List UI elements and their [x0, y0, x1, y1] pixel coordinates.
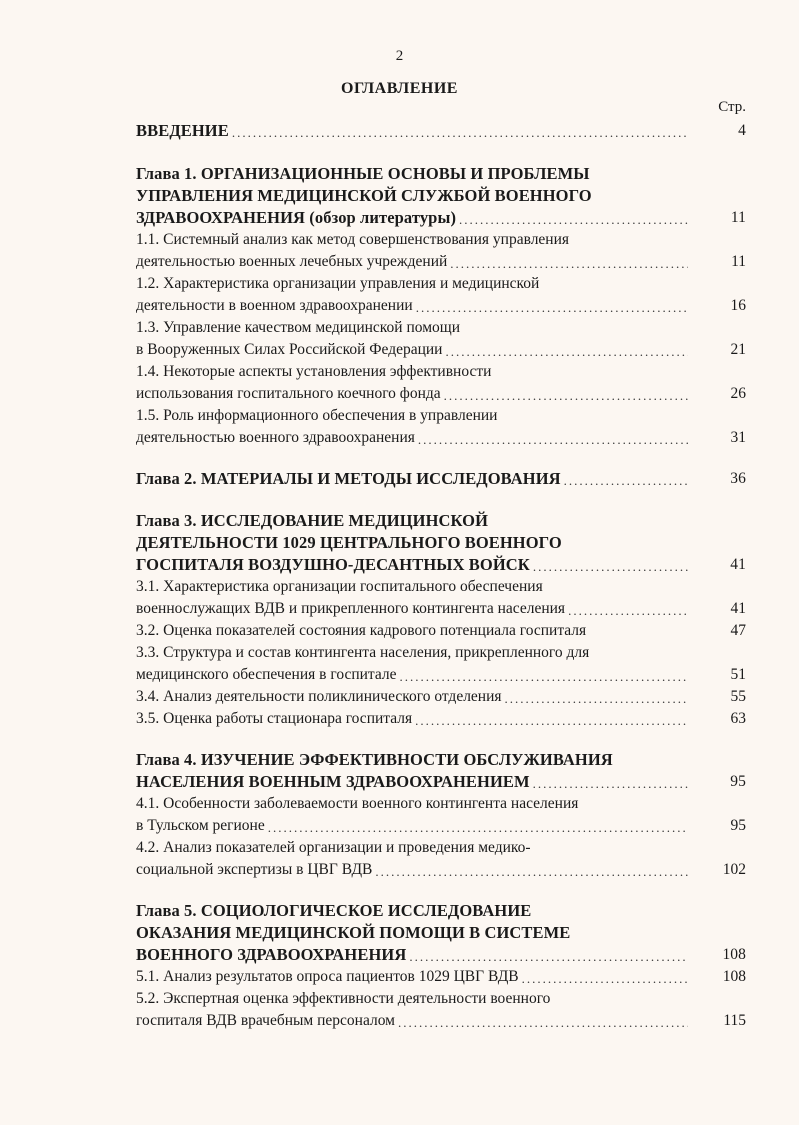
toc-section-1-4-line-1[interactable]: [136, 361, 746, 383]
toc-section-1-2-line-1[interactable]: [136, 273, 746, 295]
leader-dots: [398, 1014, 688, 1032]
toc-page-number: 108: [722, 968, 746, 985]
toc-chapter-2[interactable]: [136, 468, 746, 490]
leader-dots: [232, 124, 688, 142]
toc-entry-text: ВОЕННОГО ЗДРАВООХРАНЕНИЯ: [136, 945, 407, 964]
toc-entry-text: социальной экспертизы в ЦВГ ВДВ: [136, 861, 373, 878]
toc-page-number: 36: [730, 470, 746, 487]
toc-page-number: 102: [722, 861, 746, 878]
toc-page-number: 47: [730, 622, 746, 639]
toc-section-5-2-line-2[interactable]: [136, 1010, 746, 1032]
leader-dots: [533, 558, 688, 576]
toc-section-1-1-line-1[interactable]: [136, 229, 746, 251]
page-title: ОГЛАВЛЕНИЕ: [341, 80, 458, 97]
toc-page-number: 11: [731, 253, 746, 270]
toc-page-number: 95: [730, 773, 746, 790]
toc-section-4-2-line-2[interactable]: [136, 859, 746, 881]
leader-dots: [533, 775, 688, 793]
leader-dots: [564, 472, 688, 490]
toc-entry-text: 5.2. Экспертная оценка эффективности деятельности военного: [136, 990, 551, 1007]
toc-entry-text: в Вооруженных Силах Российской Федерации: [136, 341, 443, 358]
leader-dots: [444, 387, 688, 405]
toc-section-3-4[interactable]: [136, 686, 746, 708]
toc-entry-text: Глава 5. СОЦИОЛОГИЧЕСКОЕ ИССЛЕДОВАНИЕ: [136, 901, 532, 920]
toc-entry-text: военнослужащих ВДВ и прикрепленного контингента населения: [136, 600, 566, 617]
leader-dots: [522, 970, 688, 988]
toc-section-4-1-line-1[interactable]: [136, 793, 746, 815]
toc-entry-text: 3.5. Оценка работы стационара госпиталя: [136, 710, 413, 727]
toc-entry-text: Глава 1. ОРГАНИЗАЦИОННЫЕ ОСНОВЫ И ПРОБЛЕМЫ: [136, 164, 590, 183]
toc-entry-text: НАСЕЛЕНИЯ ВОЕННЫМ ЗДРАВООХРАНЕНИЕМ: [136, 772, 530, 791]
toc-chapter-5-line-3[interactable]: [136, 944, 746, 966]
toc-page-number: 31: [730, 429, 746, 446]
toc-chapter-4-line-1[interactable]: [136, 749, 746, 771]
toc-page-number: 21: [730, 341, 746, 358]
leader-dots: [409, 948, 688, 966]
toc-section-3-3-line-1[interactable]: [136, 642, 746, 664]
leader-dots: [268, 819, 688, 837]
toc-section-1-3-line-2[interactable]: [136, 339, 746, 361]
toc-chapter-3-line-1[interactable]: [136, 510, 746, 532]
toc-entry-text: деятельностью военного здравоохранения: [136, 429, 415, 446]
toc-section-1-2-line-2[interactable]: [136, 295, 746, 317]
toc-page-number: 108: [722, 946, 746, 963]
toc-entry-text: в Тульском регионе: [136, 817, 265, 834]
toc-entry-text: медицинского обеспечения в госпитале: [136, 666, 397, 683]
toc-entry-text: Глава 2. МАТЕРИАЛЫ И МЕТОДЫ ИССЛЕДОВАНИЯ: [136, 469, 561, 488]
toc-chapter-3-line-3[interactable]: [136, 554, 746, 576]
leader-dots: [459, 211, 688, 229]
toc-page-number: 16: [730, 297, 746, 314]
leader-dots: [416, 299, 688, 317]
toc-page-number: 115: [723, 1012, 746, 1029]
toc-section-4-1-line-2[interactable]: [136, 815, 746, 837]
toc-entry-text: Глава 4. ИЗУЧЕНИЕ ЭФФЕКТИВНОСТИ ОБСЛУЖИВАНИЯ: [136, 750, 613, 769]
leader-dots: [400, 668, 688, 686]
toc-chapter-1-line-3[interactable]: [136, 207, 746, 229]
toc-entry-text: ВВЕДЕНИЕ: [136, 121, 229, 140]
toc-section-3-1-line-2[interactable]: [136, 598, 746, 620]
toc-entry-text: использования госпитального коечного фонда: [136, 385, 441, 402]
toc-entry-text: деятельности в военном здравоохранении: [136, 297, 413, 314]
toc-entry-text: госпиталя ВДВ врачебным персоналом: [136, 1012, 395, 1029]
toc-chapter-1-line-2[interactable]: [136, 185, 746, 207]
toc-page-number: 51: [730, 666, 746, 683]
toc-entry-text: 3.1. Характеристика организации госпитального обеспечения: [136, 578, 543, 595]
page-number: 2: [395, 48, 404, 64]
toc-entry-text: 1.5. Роль информационного обеспечения в управлении: [136, 407, 498, 424]
toc-entry-text: деятельностью военных лечебных учреждений: [136, 253, 448, 270]
toc-page-number: 4: [738, 122, 746, 139]
toc-chapter-1-line-1[interactable]: [136, 163, 746, 185]
toc-page-number: 41: [730, 556, 746, 573]
toc-section-5-2-line-1[interactable]: [136, 988, 746, 1010]
toc-section-1-4-line-2[interactable]: [136, 383, 746, 405]
toc-entry-text: ГОСПИТАЛЯ ВОЗДУШНО-ДЕСАНТНЫХ ВОЙСК: [136, 555, 530, 574]
toc-page-number: 41: [730, 600, 746, 617]
toc-entry-text: 3.3. Структура и состав контингента населения, прикрепленного для: [136, 644, 590, 661]
toc-section-1-5-line-1[interactable]: [136, 405, 746, 427]
toc-chapter-5-line-1[interactable]: [136, 900, 746, 922]
toc-entry-text: ДЕЯТЕЛЬНОСТИ 1029 ЦЕНТРАЛЬНОГО ВОЕННОГО: [136, 533, 562, 552]
leader-dots: [418, 431, 688, 449]
toc-page-number: 63: [730, 710, 746, 727]
toc-entry-text: 4.1. Особенности заболеваемости военного контингента населения: [136, 795, 579, 812]
toc-entry-text: 1.3. Управление качеством медицинской помощи: [136, 319, 460, 336]
toc-page-number: 26: [730, 385, 746, 402]
toc-section-1-3-line-1[interactable]: [136, 317, 746, 339]
toc-entry-text: 3.4. Анализ деятельности поликлинического отделения: [136, 688, 502, 705]
toc-entry-intro[interactable]: [136, 120, 746, 142]
toc-section-3-3-line-2[interactable]: [136, 664, 746, 686]
toc-entry-text: УПРАВЛЕНИЯ МЕДИЦИНСКОЙ СЛУЖБОЙ ВОЕННОГО: [136, 186, 592, 205]
page-column-label: Стр.: [718, 99, 746, 115]
toc-section-3-1-line-1[interactable]: [136, 576, 746, 598]
leader-dots: [375, 863, 688, 881]
toc-entry-text: ЗДРАВООХРАНЕНИЯ (обзор литературы): [136, 208, 457, 227]
leader-dots: [445, 343, 688, 361]
leader-dots: [415, 712, 688, 730]
toc-entry-text: 1.2. Характеристика организации управления и медицинской: [136, 275, 540, 292]
toc-section-1-1-line-2[interactable]: [136, 251, 746, 273]
toc-section-5-1[interactable]: [136, 966, 746, 988]
toc-entry-text: 1.1. Системный анализ как метод совершенствования управления: [136, 231, 570, 248]
toc-page-number: 55: [730, 688, 746, 705]
toc-section-3-5[interactable]: [136, 708, 746, 730]
leader-dots: [568, 602, 688, 620]
leader-dots: [505, 690, 688, 708]
toc-section-1-5-line-2[interactable]: [136, 427, 746, 449]
toc-entry-text: Глава 3. ИССЛЕДОВАНИЕ МЕДИЦИНСКОЙ: [136, 511, 489, 530]
toc-entry-text: 5.1. Анализ результатов опроса пациентов 1029 ЦВГ ВДВ: [136, 968, 519, 985]
toc-entry-text: 4.2. Анализ показателей организации и проведения медико-: [136, 839, 531, 856]
toc-entry-text: ОКАЗАНИЯ МЕДИЦИНСКОЙ ПОМОЩИ В СИСТЕМЕ: [136, 923, 571, 942]
toc-entry-text: 3.2. Оценка показателей состояния кадрового потенциала госпиталя: [136, 622, 587, 639]
toc-page-number: 95: [730, 817, 746, 834]
toc-page-number: 11: [730, 209, 746, 226]
toc-chapter-3-line-2[interactable]: [136, 532, 746, 554]
toc-chapter-5-line-2[interactable]: [136, 922, 746, 944]
toc-section-3-2[interactable]: [136, 620, 746, 642]
leader-dots: [450, 255, 688, 273]
toc-section-4-2-line-1[interactable]: [136, 837, 746, 859]
toc-chapter-4-line-2[interactable]: [136, 771, 746, 793]
toc-entry-text: 1.4. Некоторые аспекты установления эффективности: [136, 363, 492, 380]
